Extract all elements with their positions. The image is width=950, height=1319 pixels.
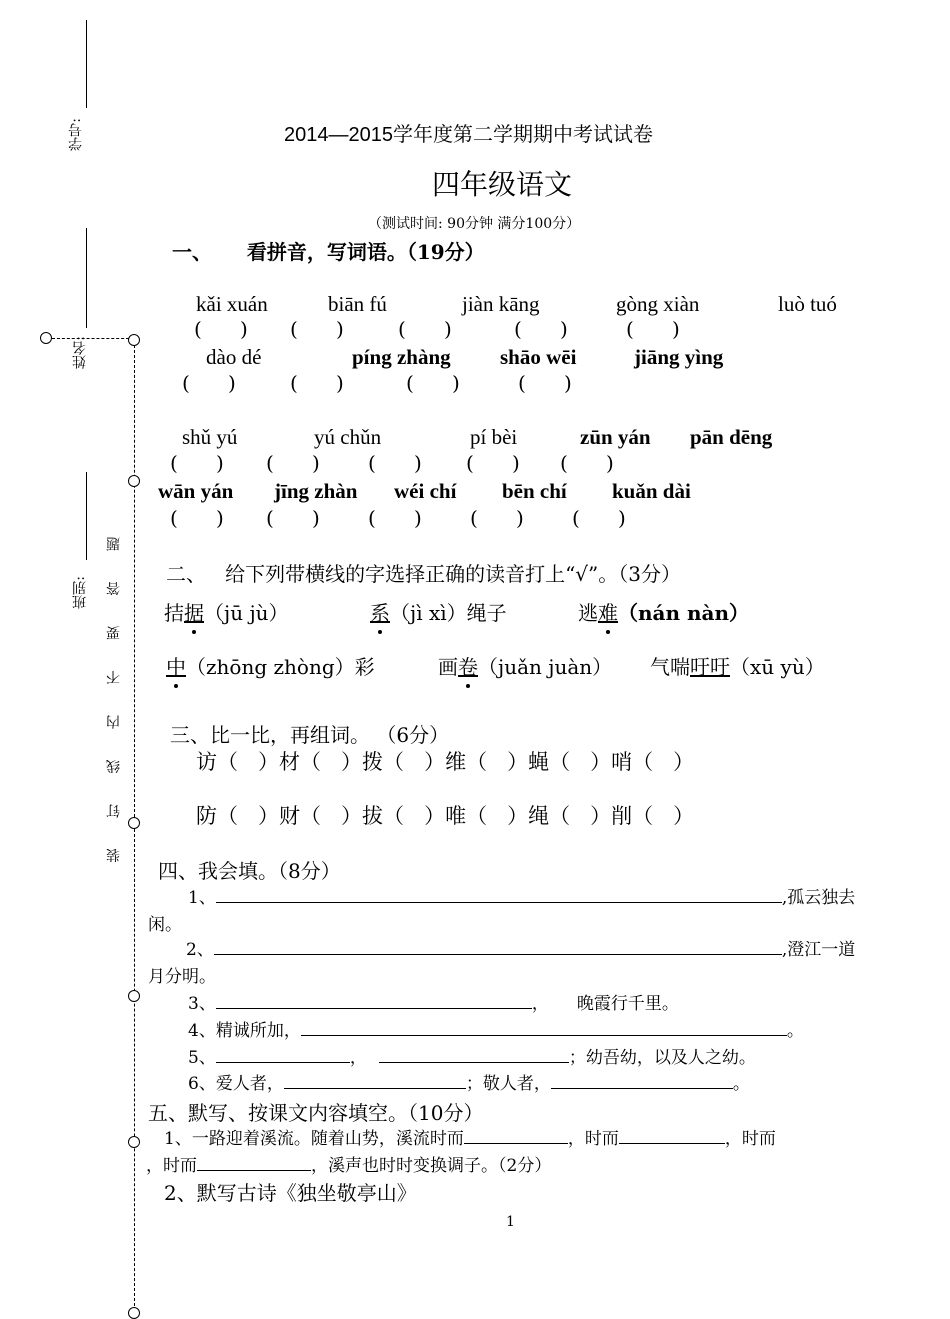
underlined-char: 难	[598, 597, 618, 626]
answer-paren[interactable]: ( )	[572, 506, 626, 530]
answer-blank[interactable]	[464, 1127, 568, 1144]
answer-paren[interactable]: ( )	[406, 371, 460, 395]
pinyin: pān dēng	[690, 425, 773, 449]
pinyin: wān yán	[158, 479, 234, 503]
item-number: 3、	[188, 994, 216, 1014]
item-text: 。	[732, 1074, 750, 1094]
pinyin: dào dé	[206, 345, 262, 369]
pinyin: píng zhàng	[352, 345, 451, 369]
pinyin: wéi chí	[394, 479, 457, 503]
fill-line-2	[146, 1151, 551, 1176]
item-text: ,孤云独去	[781, 888, 856, 908]
section-5-heading: 五、默写、按课文内容填空。（10分）	[148, 1101, 484, 1125]
answer-paren[interactable]: ( )	[466, 451, 520, 475]
answer-blank[interactable]	[197, 1154, 311, 1171]
section-2-heading: 二、 给下列带横线的字选择正确的读音打上“√”。（3分）	[166, 562, 681, 586]
answer-blank[interactable]	[216, 886, 782, 903]
item-text: ，	[531, 994, 549, 1014]
answer-blank[interactable]	[619, 1127, 725, 1144]
exam-note: （测试时间: 90分钟 满分100分）	[368, 216, 581, 232]
binding-warning: 装 钉 线 内 不 要 答 题	[106, 524, 122, 863]
page-number: 1	[506, 1214, 515, 1230]
pinyin: shāo wēi	[500, 345, 577, 369]
fill-item-3	[188, 989, 679, 1014]
reading-options[interactable]: （jū jù）	[204, 601, 289, 625]
item-text: ，时而	[567, 1129, 619, 1149]
reading-item	[650, 651, 825, 680]
compare-row-2[interactable]: 防（ ）财（ ）拔（ ）唯（ ）绳（ ）削（ ）	[196, 804, 695, 828]
section-4-heading: 四、我会填。（8分）	[158, 859, 341, 883]
name-label: 姓名:	[72, 336, 88, 369]
answer-paren[interactable]: ( )	[470, 506, 524, 530]
reading-item	[370, 597, 507, 626]
reading-item	[578, 597, 749, 626]
reading-options[interactable]: （juǎn juàn）	[478, 655, 613, 679]
answer-blank[interactable]	[379, 1046, 569, 1063]
underlined-char: 中	[166, 651, 186, 680]
answer-paren[interactable]: ( )	[514, 317, 568, 341]
fill-item-5	[188, 1043, 756, 1068]
item-text: ；幼吾幼，以及人之幼。	[568, 1048, 756, 1068]
char: 画	[438, 655, 458, 679]
underlined-char: 卷	[458, 651, 478, 680]
reading-options[interactable]: （xū yù）	[730, 655, 825, 679]
student-no-label: 学号:	[68, 118, 84, 151]
pinyin: jiāng yìng	[634, 345, 724, 369]
hole-circle	[128, 817, 140, 829]
item-text: 1、一路迎着溪流。随着山势，溪流时而	[164, 1129, 464, 1149]
answer-blank[interactable]	[216, 992, 532, 1009]
item-text: ，	[349, 1048, 367, 1068]
fill-item-2	[186, 935, 855, 960]
item-number: 6、爱人者，	[188, 1074, 284, 1094]
subject-title: 四年级语文	[432, 168, 573, 201]
answer-paren[interactable]: ( )	[194, 317, 248, 341]
pinyin: bēn chí	[502, 479, 567, 503]
answer-paren[interactable]: ( )	[626, 317, 680, 341]
reading-item	[438, 651, 612, 680]
answer-paren[interactable]: ( )	[266, 506, 320, 530]
answer-paren[interactable]: ( )	[170, 506, 224, 530]
answer-paren[interactable]: ( )	[518, 371, 572, 395]
section-1-heading: 一、 看拼音，写词语。（19分）	[172, 240, 485, 264]
pinyin: pí bèi	[470, 425, 518, 449]
item-number: 4、精诚所加，	[188, 1021, 301, 1041]
char: 拮	[164, 601, 184, 625]
underlined-char: 吁吁	[690, 655, 730, 679]
pinyin: gòng xiàn	[616, 292, 700, 316]
item-text: ，时而	[146, 1156, 197, 1176]
fill-item-4	[188, 1016, 804, 1041]
answer-blank[interactable]	[551, 1072, 733, 1089]
reading-options[interactable]: （nán nàn）	[618, 601, 750, 625]
pinyin: yú chǔn	[314, 425, 382, 449]
answer-paren[interactable]: ( )	[398, 317, 452, 341]
binding-line-name	[86, 228, 87, 328]
hole-circle	[128, 1307, 140, 1319]
section-3-heading: 三、比一比，再组词。 （6分）	[170, 723, 450, 747]
item-text: ，溪声也时时变换调子。（2分）	[311, 1156, 552, 1176]
reading-options[interactable]: （zhōng zhòng）彩	[186, 655, 375, 679]
item-continuation: 月分明。	[148, 967, 216, 987]
answer-blank[interactable]	[284, 1072, 466, 1089]
pinyin: jīng zhàn	[274, 479, 358, 503]
answer-paren[interactable]: ( )	[170, 451, 224, 475]
compare-row-1[interactable]: 访（ ）材（ ）拨（ ）维（ ）蝇（ ）哨（ ）	[196, 750, 695, 774]
pinyin: kǎi xuán	[196, 292, 268, 316]
fill-item-6	[188, 1069, 750, 1094]
item-text: 晚霞行千里。	[576, 994, 679, 1014]
underlined-char: 系	[370, 597, 390, 626]
reading-item	[166, 651, 375, 680]
underlined-char: 据	[184, 597, 204, 626]
answer-paren[interactable]: ( )	[290, 371, 344, 395]
hole-circle	[40, 332, 52, 344]
hole-circle	[128, 334, 140, 346]
pinyin: luò tuó	[778, 292, 837, 316]
answer-paren[interactable]: ( )	[182, 371, 236, 395]
char: 气喘	[650, 655, 690, 679]
binding-line-top	[86, 20, 87, 108]
answer-paren[interactable]: ( )	[368, 451, 422, 475]
pinyin: zūn yán	[580, 425, 651, 449]
hole-circle	[128, 990, 140, 1002]
item-number: 2、	[186, 940, 214, 960]
pinyin: shǔ yú	[182, 425, 238, 449]
answer-paren[interactable]: ( )	[368, 506, 422, 530]
cut-line-horizontal	[52, 338, 134, 339]
exam-title: 2014—2015学年度第二学期期中考试试卷	[284, 124, 653, 146]
reading-item	[164, 597, 289, 626]
answer-blank[interactable]	[216, 1046, 350, 1063]
fill-line-1	[164, 1124, 776, 1149]
hole-circle	[128, 1136, 140, 1148]
pinyin: kuǎn dài	[612, 479, 691, 503]
class-label: 班别:	[72, 576, 88, 609]
answer-paren[interactable]: ( )	[290, 317, 344, 341]
item-text: ,澄江一道	[781, 940, 856, 960]
item-number: 1、	[188, 888, 216, 908]
answer-blank[interactable]	[301, 1019, 787, 1036]
answer-paren[interactable]: ( )	[266, 451, 320, 475]
reading-options[interactable]: （jì xì）绳子	[390, 601, 507, 625]
pinyin: biān fú	[328, 292, 387, 316]
item-number: 5、	[188, 1048, 216, 1068]
char: 逃	[578, 601, 598, 625]
item-text: 。	[786, 1021, 804, 1041]
item-text: ，时而	[724, 1129, 776, 1149]
pinyin: jiàn kāng	[462, 292, 540, 316]
binding-line-class	[86, 472, 87, 560]
fill-line-3: 2、默写古诗《独坐敬亭山》	[164, 1181, 417, 1205]
hole-circle	[128, 475, 140, 487]
fill-item-1	[188, 883, 855, 908]
answer-paren[interactable]: ( )	[560, 451, 614, 475]
item-text: ；敬人者，	[465, 1074, 551, 1094]
answer-blank[interactable]	[214, 938, 782, 955]
item-continuation: 闲。	[148, 915, 182, 935]
